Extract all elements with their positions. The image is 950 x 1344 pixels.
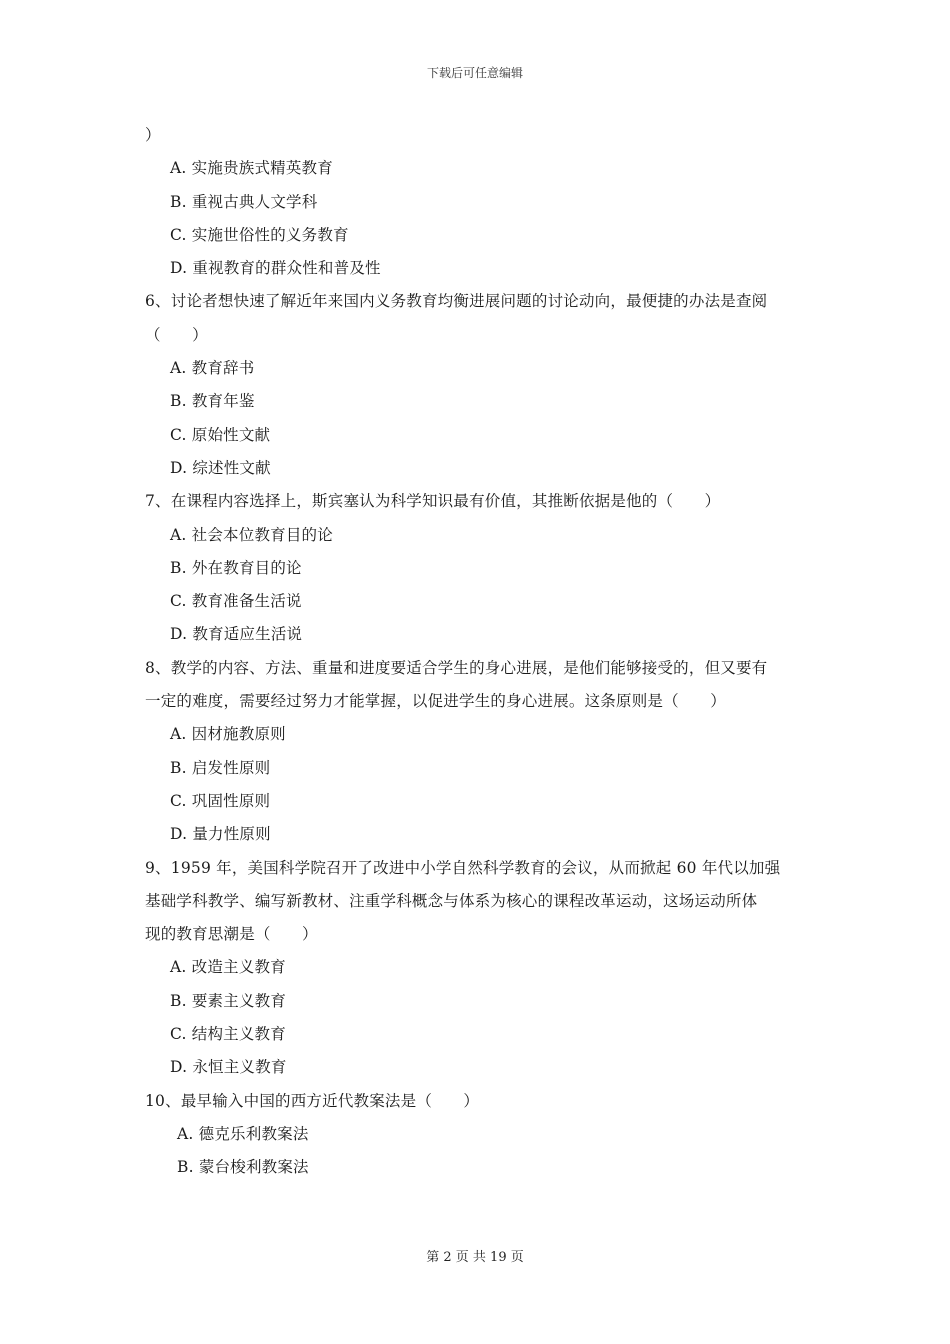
question-9: 9、1959 年，美国科学院召开了改进中小学自然科学教育的会议，从而掀起 60 年代以加强 [145,858,781,877]
option-a: A. 社会本位教育目的论 [170,525,333,544]
option-c: C. 教育准备生活说 [170,592,302,611]
option-d: D. 永恒主义教育 [170,1058,287,1077]
question-7: 7、在课程内容选择上，斯宾塞认为科学知识最有价值，其推断依据是他的（ ） [145,492,721,511]
option-b: B. 蒙台梭利教案法 [177,1158,309,1177]
question-8: 8、教学的内容、方法、重量和进度要适合学生的身心进展，是他们能够接受的，但又要有 [145,658,768,677]
option-c: C. 实施世俗性的义务教育 [170,225,349,244]
document-body [145,119,810,1185]
question-6-continuation: （ ） [145,325,208,344]
option-d: D. 综述性文献 [170,458,271,477]
page-header: 下载后可任意编辑 [426,66,523,80]
option-a: A. 实施贵族式精英教育 [170,159,333,178]
option-d: D. 重视教育的群众性和普及性 [170,259,381,278]
option-b: B. 要素主义教育 [170,991,287,1010]
question-continuation: ） [145,126,161,144]
option-a: A. 教育辞书 [170,359,255,378]
option-a: A. 德克乐利教案法 [177,1124,309,1143]
option-b: B. 教育年鉴 [170,392,255,411]
question-6: 6、讨论者想快速了解近年来国内义务教育均衡进展问题的讨论动向，最便捷的办法是查阅 [145,292,768,311]
option-c: C. 巩固性原则 [170,791,271,810]
option-b: B. 外在教育目的论 [170,558,302,577]
option-a: A. 因材施教原则 [170,725,286,744]
option-c: C. 结构主义教育 [170,1025,286,1044]
option-d: D. 量力性原则 [170,825,271,844]
option-b: B. 启发性原则 [170,758,271,777]
question-10: 10、最早输入中国的西方近代教案法是（ ） [145,1091,480,1110]
option-c: C. 原始性文献 [170,425,271,444]
option-a: A. 改造主义教育 [170,958,286,977]
question-8-continuation: 一定的难度，需要经过努力才能掌握，以促进学生的身心进展。这条原则是（ ） [145,692,726,711]
page-footer: 第 2 页 共 19 页 [426,1250,524,1265]
question-9-continuation: 现的教育思潮是（ ） [145,925,318,944]
question-9-continuation: 基础学科教学、编写新教材、注重学科概念与体系为核心的课程改革运动，这场运动所体 [145,891,758,910]
option-d: D. 教育适应生活说 [170,625,303,644]
option-b: B. 重视古典人文学科 [170,192,318,211]
